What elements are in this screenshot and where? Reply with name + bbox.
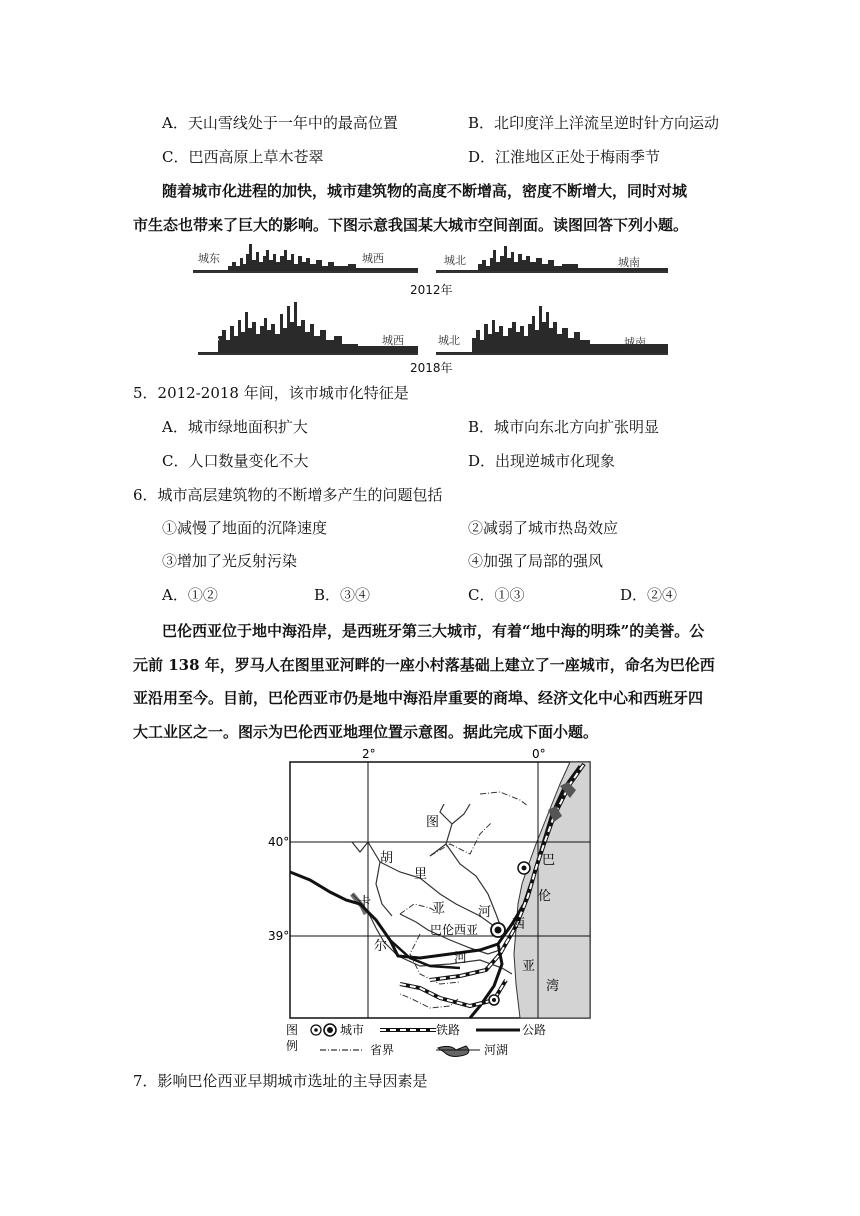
- jucar-char-1: 胡: [380, 851, 394, 866]
- label-2018-north: 城北: [438, 334, 460, 347]
- jucar-char-2: 卡: [358, 895, 372, 910]
- lat-40-label: 40°: [268, 835, 290, 849]
- legend-railway-label: 铁路: [436, 1023, 461, 1037]
- gulf-char-1: 巴: [542, 853, 556, 868]
- q6-statement-3: ③增加了光反射污染: [162, 552, 298, 570]
- year-2012: 2012年: [410, 283, 453, 297]
- q7-stem: 7．影响巴伦西亚早期城市选址的主导因素是: [133, 1072, 428, 1090]
- q5-option-a: A．城市绿地面积扩大: [162, 418, 308, 436]
- lat-39-label: 39°: [268, 929, 290, 943]
- q4-option-d: D．江淮地区正处于梅雨季节: [468, 148, 661, 166]
- label-2012-east: 城东: [198, 252, 220, 265]
- turia-char-2: 里: [414, 867, 428, 882]
- label-2018-east: 城东: [198, 330, 220, 343]
- label-2012-south: 城南: [618, 256, 640, 269]
- label-2012-west: 城西: [362, 252, 384, 265]
- q4-option-c: C．巴西高原上草木苍翠: [162, 148, 324, 166]
- lon-2-label: 2°: [362, 747, 376, 761]
- q4-option-b: B．北印度洋上洋流呈逆时针方向运动: [468, 114, 720, 132]
- legend-lake-icon: [438, 1046, 469, 1057]
- label-2018-south: 城南: [624, 336, 646, 349]
- q6-statement-2: ②减弱了城市热岛效应: [468, 519, 619, 537]
- q4-option-a: A．天山雪线处于一年中的最高位置: [162, 114, 398, 132]
- q6-statement-4: ④加强了局部的强风: [468, 552, 604, 570]
- passage2-line2: 元前 138 年，罗马人在图里亚河畔的一座小村落基础上建立了一座城市，命名为巴伦西: [133, 656, 715, 674]
- map-legend: [286, 1022, 546, 1057]
- legend-title-2: 例: [286, 1039, 299, 1053]
- q6-option-c: C．①③: [468, 586, 525, 604]
- city-marker-valencia: [491, 923, 505, 937]
- q6-option-b: B．③④: [314, 586, 371, 604]
- label-2018-west: 城西: [382, 334, 404, 347]
- legend-border-label: 省界: [370, 1043, 395, 1057]
- q5-option-c: C．人口数量变化不大: [162, 452, 309, 470]
- gulf-char-3: 西: [512, 917, 526, 932]
- q5-stem: 5．2012-2018 年间，该市城市化特征是: [133, 384, 409, 402]
- q6-option-a: A．①②: [162, 586, 218, 604]
- jucar-char-3: 尔: [374, 939, 388, 954]
- jucar-char-4: 河: [454, 951, 468, 966]
- turia-char-1: 图: [426, 815, 440, 830]
- passage2-line3: 亚沿用至今。目前，巴伦西亚市仍是地中海沿岸重要的商埠、经济文化中心和西班牙四: [133, 689, 704, 707]
- gulf-char-2: 伦: [538, 889, 552, 904]
- gulf-char-5: 湾: [546, 979, 560, 994]
- legend-city-label: 城市: [340, 1023, 365, 1037]
- valencia-map: [268, 744, 600, 1066]
- q6-option-d: D．②④: [620, 586, 678, 604]
- q5-option-d: D．出现逆城市化现象: [468, 452, 616, 470]
- legend-road-label: 公路: [522, 1023, 547, 1037]
- turia-char-4: 河: [478, 905, 492, 920]
- passage1-line1: 随着城市化进程的加快，城市建筑物的高度不断增高，密度不断增大，同时对城: [162, 182, 688, 200]
- skyline-figure: [188, 236, 672, 376]
- q6-stem: 6．城市高层建筑物的不断增多产生的问题包括: [133, 486, 443, 504]
- city-marker-north: [518, 862, 530, 874]
- city-marker-south: [489, 995, 499, 1005]
- legend-title-1: 图: [286, 1023, 299, 1037]
- passage2-line4: 大工业区之一。图示为巴伦西亚地理位置示意图。据此完成下面小题。: [133, 723, 599, 741]
- turia-char-3: 亚: [432, 901, 446, 916]
- label-2012-north: 城北: [444, 254, 466, 267]
- skyline-2012-east-west: [193, 244, 418, 272]
- passage1-line2: 市生态也带来了巨大的影响。下图示意我国某大城市空间剖面。读图回答下列小题。: [133, 216, 689, 234]
- passage2-line1: 巴伦西亚位于地中海沿岸，是西班牙第三大城市，有着“地中海的明珠”的美誉。公: [162, 622, 705, 640]
- legend-lake-label: 河湖: [484, 1043, 509, 1057]
- valencia-city-label: 巴伦西亚: [430, 923, 479, 937]
- lon-0-label: 0°: [532, 747, 546, 761]
- q5-option-b: B．城市向东北方向扩张明显: [468, 418, 660, 436]
- gulf-char-4: 亚: [522, 959, 536, 974]
- year-2018: 2018年: [410, 361, 453, 375]
- q6-statement-1: ①减慢了地面的沉降速度: [162, 519, 328, 537]
